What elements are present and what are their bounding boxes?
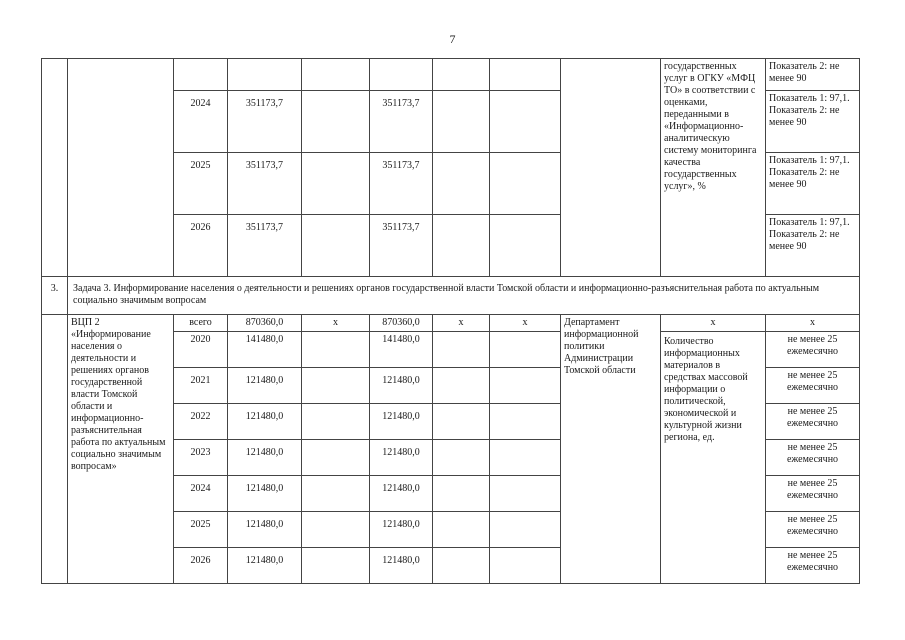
cell-regional: 870360,0 xyxy=(370,315,433,332)
page-number: 7 xyxy=(449,32,456,46)
cell-year: 2025 xyxy=(174,512,228,548)
task-number: 3. xyxy=(42,277,68,315)
cell-federal xyxy=(302,440,370,476)
cell-total: 351173,7 xyxy=(228,215,302,277)
cell-indicator-value: Показатель 1: 97,1. Показатель 2: не менее 90 xyxy=(766,91,860,153)
cell-federal xyxy=(302,153,370,215)
cell-extra: х xyxy=(490,315,561,332)
cell-local xyxy=(433,440,490,476)
cell-regional: 121480,0 xyxy=(370,404,433,440)
cell-indicator-value: Показатель 1: 97,1. Показатель 2: не менее 90 xyxy=(766,215,860,277)
task-row xyxy=(42,277,860,315)
cell-indicator-value: не менее 25 ежемесячно xyxy=(766,512,860,548)
cell-year: 2024 xyxy=(174,476,228,512)
cell-local: х xyxy=(433,315,490,332)
cell-federal xyxy=(302,91,370,153)
cell-extra xyxy=(490,368,561,404)
table-row xyxy=(42,59,860,91)
cell-indicator-name: х xyxy=(661,315,766,332)
cell-local xyxy=(433,512,490,548)
cell-indicator-value: не менее 25 ежемесячно xyxy=(766,440,860,476)
cell-regional: 351173,7 xyxy=(370,91,433,153)
cell-extra xyxy=(490,476,561,512)
cell-federal: х xyxy=(302,315,370,332)
cell-year: 2022 xyxy=(174,404,228,440)
cell-year xyxy=(174,59,228,91)
cell-regional: 121480,0 xyxy=(370,440,433,476)
cell-indicator-value: х xyxy=(766,315,860,332)
cell-regional: 121480,0 xyxy=(370,512,433,548)
cell-extra xyxy=(490,512,561,548)
cell-federal xyxy=(302,332,370,368)
cell-total: 121480,0 xyxy=(228,476,302,512)
cell-local xyxy=(433,548,490,584)
cell-local xyxy=(433,215,490,277)
cell-extra xyxy=(490,91,561,153)
cell-regional: 351173,7 xyxy=(370,215,433,277)
cell-federal xyxy=(302,404,370,440)
cell-year: всего xyxy=(174,315,228,332)
cell-total xyxy=(228,59,302,91)
cell-extra xyxy=(490,440,561,476)
cell-extra xyxy=(490,548,561,584)
cell-total: 351173,7 xyxy=(228,91,302,153)
cell-federal xyxy=(302,476,370,512)
program-table xyxy=(41,58,860,584)
cell-total: 121480,0 xyxy=(228,512,302,548)
table-row xyxy=(42,315,860,332)
cell-indicator-value: не менее 25 ежемесячно xyxy=(766,476,860,512)
cell-year: 2024 xyxy=(174,91,228,153)
cell-local xyxy=(433,91,490,153)
cell-regional: 141480,0 xyxy=(370,332,433,368)
cell-total: 351173,7 xyxy=(228,153,302,215)
cell-extra xyxy=(490,332,561,368)
cell-federal xyxy=(302,59,370,91)
cell-indicator-value: не менее 25 ежемесячно xyxy=(766,548,860,584)
cell-total: 870360,0 xyxy=(228,315,302,332)
cell-activity xyxy=(68,59,174,277)
cell-indicator-value: не менее 25 ежемесячно xyxy=(766,332,860,368)
cell-total: 121480,0 xyxy=(228,440,302,476)
cell-total: 141480,0 xyxy=(228,332,302,368)
cell-indicator-value: Показатель 2: не менее 90 xyxy=(766,59,860,91)
cell-federal xyxy=(302,512,370,548)
cell-total: 121480,0 xyxy=(228,368,302,404)
cell-extra xyxy=(490,153,561,215)
cell-regional xyxy=(370,59,433,91)
cell-total: 121480,0 xyxy=(228,548,302,584)
cell-executor xyxy=(561,59,661,277)
cell-year: 2026 xyxy=(174,548,228,584)
cell-year: 2023 xyxy=(174,440,228,476)
cell-number xyxy=(42,315,68,584)
cell-local xyxy=(433,153,490,215)
cell-year: 2026 xyxy=(174,215,228,277)
cell-federal xyxy=(302,368,370,404)
cell-total: 121480,0 xyxy=(228,404,302,440)
cell-federal xyxy=(302,215,370,277)
cell-regional: 121480,0 xyxy=(370,476,433,512)
cell-local xyxy=(433,368,490,404)
cell-indicator-value: не менее 25 ежемесячно xyxy=(766,368,860,404)
cell-local xyxy=(433,332,490,368)
cell-indicator-value: не менее 25 ежемесячно xyxy=(766,404,860,440)
cell-regional: 121480,0 xyxy=(370,368,433,404)
cell-federal xyxy=(302,548,370,584)
cell-executor: Департамент информационной политики Администрации Томской области xyxy=(561,315,661,584)
cell-regional: 351173,7 xyxy=(370,153,433,215)
cell-extra xyxy=(490,215,561,277)
cell-indicator-name: государственных услуг в ОГКУ «МФЦ ТО» в соответствии с оценками, переданными в «Информационно-аналитическую систему мониторинга качества государственных услуг», % xyxy=(661,59,766,277)
cell-indicator-value: Показатель 1: 97,1. Показатель 2: не менее 90 xyxy=(766,153,860,215)
cell-regional: 121480,0 xyxy=(370,548,433,584)
cell-activity: ВЦП 2 «Информирование населения о деятельности и решениях органов государственной власти Томской области и информационно-разъяснительная работа по актуальным социально значимым вопросам» xyxy=(68,315,174,584)
cell-local xyxy=(433,476,490,512)
cell-extra xyxy=(490,404,561,440)
cell-year: 2025 xyxy=(174,153,228,215)
cell-year: 2020 xyxy=(174,332,228,368)
cell-year: 2021 xyxy=(174,368,228,404)
cell-local xyxy=(433,404,490,440)
cell-extra xyxy=(490,59,561,91)
cell-local xyxy=(433,59,490,91)
cell-number xyxy=(42,59,68,277)
task-text: Задача 3. Информирование населения о деятельности и решениях органов государственной власти Томской области и информационно-разъяснительная работа по актуальным социально значимым вопросам xyxy=(68,277,860,315)
cell-indicator-name: Количество информационных материалов в средствах массовой информации о политической, экономической и культурной жизни региона, ед. xyxy=(661,332,766,584)
